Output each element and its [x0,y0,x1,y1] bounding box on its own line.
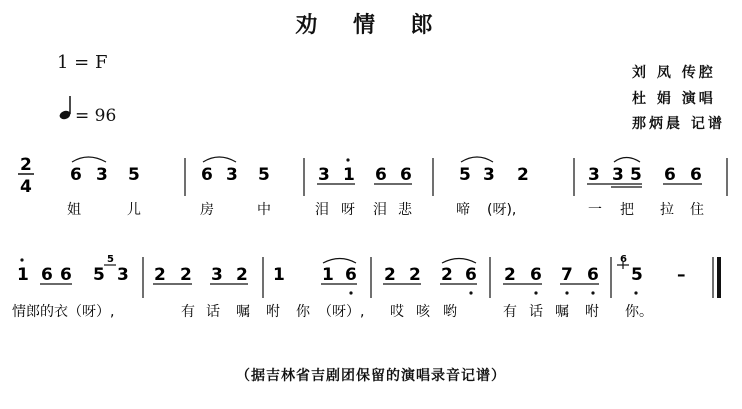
lyric: 哟 [443,304,457,320]
note: 3 [318,165,330,185]
grace-note: 5 [107,254,114,265]
lyric: 一 [588,202,602,218]
line1-notes [70,165,702,185]
note: 3 [483,165,495,185]
note: 1 [17,265,29,285]
key-signature: 1 = F [57,52,108,73]
note: 6 [400,165,412,185]
note: 2 [409,265,421,285]
lyric: 房 [200,202,214,218]
note: 5 [630,165,642,185]
lyric: 啼 [456,202,470,218]
lyric: 拉 [660,202,674,218]
lyric: 泪 [315,202,329,218]
note: 3 [588,165,600,185]
grace-note: 6 [620,254,627,265]
note: 6 [375,165,387,185]
footer-note: （据吉林省吉剧团保留的演唱录音记谱） [236,368,506,384]
note: 3 [96,165,108,185]
time-sig-bottom: 4 [20,177,32,197]
note: 2 [517,165,529,185]
note: 2 [236,265,248,285]
lyric: 你 [296,304,310,320]
line1-marks [72,157,702,187]
lyric: 中 [257,202,271,218]
note: 1 [273,265,285,285]
lyric: （呀）, [318,304,365,320]
lyric: (呀), [487,202,517,218]
lyric: 咳 [416,304,430,320]
note: 3 [226,165,238,185]
note: 3 [117,265,129,285]
note: 5 [128,165,140,185]
lyric: 悲 [398,202,412,218]
note: 1 [322,265,334,285]
note: 6 [70,165,82,185]
lyric: 你。 [625,304,653,320]
note: – [677,265,686,285]
note: 6 [587,265,599,285]
lyric: 哎 [390,304,404,320]
note: 6 [690,165,702,185]
note: 2 [180,265,192,285]
final-barline [717,257,721,298]
line2-lyrics [12,303,653,320]
line1-lyrics [67,201,704,218]
time-sig-top: 2 [20,155,32,175]
tempo-value: = 96 [75,106,117,126]
credit-singer: 杜 娟 演唱 [632,91,716,107]
note: 5 [631,265,643,285]
line2-notes [17,265,686,285]
octave-dot [346,158,349,161]
lyric: 把 [620,202,634,218]
lyric: 儿 [127,202,141,218]
lyric: 姐 [67,202,81,218]
lyric: 嘱 [555,304,569,320]
note: 2 [504,265,516,285]
note: 3 [612,165,624,185]
lyric: 有 [181,304,195,320]
note: 6 [201,165,213,185]
note: 2 [441,265,453,285]
lyric: 咐 [266,304,280,320]
title: 劝 情 郎 [295,13,447,38]
credit-arranger: 刘 凤 传腔 [632,65,716,81]
note: 2 [384,265,396,285]
lyric: 咐 [585,304,599,320]
note: 6 [41,265,53,285]
lyric: 泪 [373,202,387,218]
note: 6 [664,165,676,185]
lyric: 嘱 [236,304,250,320]
lyric: 话 [529,304,543,320]
note: 6 [465,265,477,285]
note: 5 [258,165,270,185]
lyric: 住 [690,202,704,218]
note: 3 [211,265,223,285]
note: 5 [459,165,471,185]
note: 6 [60,265,72,285]
lyric: 呀 [341,202,355,218]
lyric: 情郎的衣（呀）, [12,304,115,320]
note: 7 [561,265,573,285]
note: 5 [93,265,105,285]
lyric: 有 [503,304,517,320]
note: 6 [530,265,542,285]
credit-transcriber: 那炳晨 记谱 [632,116,725,132]
lyric: 话 [206,304,220,320]
note: 1 [343,165,355,185]
note: 2 [154,265,166,285]
line2-barlines [143,257,713,298]
note: 6 [345,265,357,285]
